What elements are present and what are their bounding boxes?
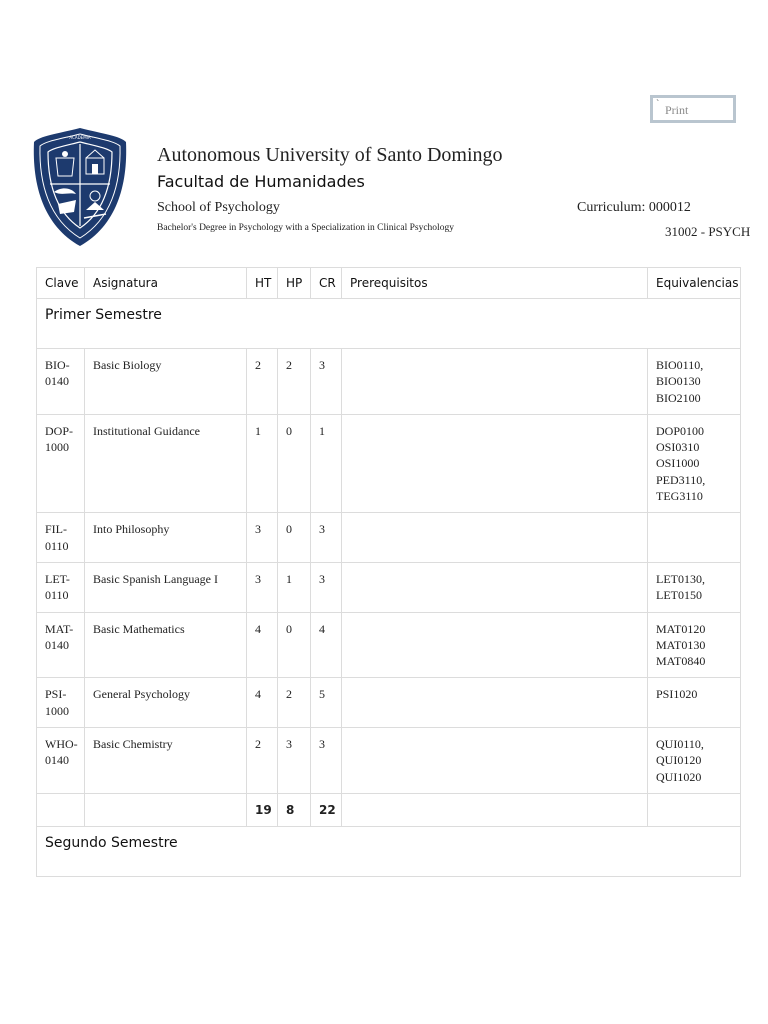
prerequisites-cell	[342, 513, 648, 563]
equivalency-line: OSI1000	[656, 456, 700, 471]
course-code-cell	[37, 678, 85, 728]
course-name-cell: Basic Chemistry	[85, 728, 247, 794]
col-header-prerequisitos: Prerequisitos	[342, 268, 648, 299]
course-name-cell: Basic Biology	[85, 349, 247, 415]
ht-cell: 4	[247, 678, 278, 728]
cr-cell: 4	[311, 612, 342, 678]
cr-cell: 5	[311, 678, 342, 728]
school-name: School of Psychology	[157, 200, 280, 215]
course-code-line: 1000	[45, 703, 69, 718]
faculty-name: Facultad de Humanidades	[157, 172, 365, 191]
table-row	[37, 414, 741, 512]
course-code-cell	[37, 612, 85, 678]
course-code-line: LET-	[45, 571, 70, 586]
cr-cell: 3	[311, 562, 342, 612]
col-header-hp: HP	[278, 268, 311, 299]
course-code-line: 0110	[45, 538, 69, 553]
equivalency-line: BIO0130	[656, 374, 701, 389]
curriculum-number: Curriculum: 000012	[577, 200, 691, 215]
totals-empty-cell	[37, 793, 85, 826]
hp-cell: 0	[278, 513, 311, 563]
cr-cell: 3	[311, 349, 342, 415]
total-cr: 22	[311, 793, 342, 826]
course-code-line: 1000	[45, 440, 69, 455]
equivalency-line: MAT0120	[656, 621, 706, 636]
course-code-line: DOP-	[45, 423, 74, 438]
course-name-cell: Basic Spanish Language I	[85, 562, 247, 612]
table-header-row	[37, 268, 741, 299]
total-ht: 19	[247, 793, 278, 826]
course-name-cell: Basic Mathematics	[85, 612, 247, 678]
totals-empty-cell	[342, 793, 648, 826]
ht-cell: 1	[247, 414, 278, 512]
hp-cell: 3	[278, 728, 311, 794]
semester-header-row	[37, 827, 741, 877]
equivalency-line: PED3110,	[656, 472, 706, 487]
ht-cell: 4	[247, 612, 278, 678]
course-code-cell	[37, 513, 85, 563]
university-name: Autonomous University of Santo Domingo	[157, 144, 503, 166]
university-seal-logo	[32, 126, 128, 248]
table-row	[37, 678, 741, 728]
svg-text:· ACADEMIA ·: · ACADEMIA ·	[66, 135, 94, 140]
col-header-equivalencias: Equivalencias	[648, 268, 741, 299]
prerequisites-cell	[342, 612, 648, 678]
equivalency-line: MAT0840	[656, 654, 706, 669]
prerequisites-cell	[342, 728, 648, 794]
equivalencies-cell	[648, 678, 741, 728]
hp-cell: 0	[278, 414, 311, 512]
equivalency-line: QUI1020	[656, 769, 702, 784]
course-code-line: BIO-	[45, 358, 70, 372]
col-header-cr: CR	[311, 268, 342, 299]
course-name-cell: General Psychology	[85, 678, 247, 728]
print-button-label: Print	[665, 103, 689, 117]
semester-title: Segundo Semestre	[37, 827, 741, 877]
course-code-line: PSI-	[45, 687, 67, 702]
equivalencies-cell	[648, 349, 741, 415]
course-code-cell	[37, 414, 85, 512]
totals-empty-cell	[648, 793, 741, 826]
prerequisites-cell	[342, 562, 648, 612]
curriculum-table	[36, 267, 741, 877]
hp-cell: 1	[278, 562, 311, 612]
equivalencies-cell	[648, 414, 741, 512]
total-hp: 8	[278, 793, 311, 826]
col-header-clave: Clave	[37, 268, 85, 299]
semester-header-row	[37, 299, 741, 349]
equivalency-line: BIO0110,	[656, 358, 704, 372]
ht-cell: 3	[247, 513, 278, 563]
equivalencies-cell	[648, 513, 741, 563]
course-code-cell	[37, 349, 85, 415]
prerequisites-cell	[342, 349, 648, 415]
equivalency-line: TEG3110	[656, 489, 703, 504]
hp-cell: 2	[278, 678, 311, 728]
equivalency-line: LET0150	[656, 588, 702, 603]
cr-cell: 3	[311, 513, 342, 563]
print-mark: `	[656, 99, 660, 110]
table-row	[37, 728, 741, 794]
table-row	[37, 612, 741, 678]
prerequisites-cell	[342, 414, 648, 512]
totals-empty-cell	[85, 793, 247, 826]
semester-title: Primer Semestre	[37, 299, 741, 349]
equivalency-line: QUI0120	[656, 753, 702, 768]
course-code-line: FIL-	[45, 522, 67, 537]
equivalency-line: LET0130,	[656, 571, 705, 586]
course-name-cell: Into Philosophy	[85, 513, 247, 563]
prerequisites-cell	[342, 678, 648, 728]
table-row	[37, 349, 741, 415]
equivalency-line: MAT0130	[656, 637, 706, 652]
course-code-line: 0140	[45, 637, 69, 652]
course-code-line: 0140	[45, 374, 69, 389]
course-code-cell	[37, 728, 85, 794]
cr-cell: 3	[311, 728, 342, 794]
ht-cell: 2	[247, 349, 278, 415]
equivalency-line: BIO2100	[656, 390, 701, 405]
ht-cell: 3	[247, 562, 278, 612]
course-code-line: WHO-	[45, 737, 78, 752]
equivalencies-cell	[648, 612, 741, 678]
equivalency-line: DOP0100	[656, 423, 705, 438]
equivalency-line: PSI1020	[656, 687, 698, 702]
table-row	[37, 562, 741, 612]
col-header-asignatura: Asignatura	[85, 268, 247, 299]
degree-name: Bachelor's Degree in Psychology with a Specialization in Clinical Psychology	[157, 223, 454, 233]
course-name-cell: Institutional Guidance	[85, 414, 247, 512]
equivalencies-cell	[648, 728, 741, 794]
hp-cell: 0	[278, 612, 311, 678]
equivalencies-cell	[648, 562, 741, 612]
col-header-ht: HT	[247, 268, 278, 299]
equivalency-line: OSI0310	[656, 440, 700, 455]
cr-cell: 1	[311, 414, 342, 512]
table-row	[37, 513, 741, 563]
print-button[interactable]	[650, 95, 736, 123]
course-code-line: 0140	[45, 753, 69, 768]
ht-cell: 2	[247, 728, 278, 794]
equivalency-line: QUI0110,	[656, 737, 704, 752]
hp-cell: 2	[278, 349, 311, 415]
course-code-cell	[37, 562, 85, 612]
course-code-line: 0110	[45, 588, 69, 603]
course-code-line: MAT-	[45, 621, 74, 636]
program-code: 31002 - PSYCH	[665, 224, 751, 239]
totals-row	[37, 793, 741, 826]
